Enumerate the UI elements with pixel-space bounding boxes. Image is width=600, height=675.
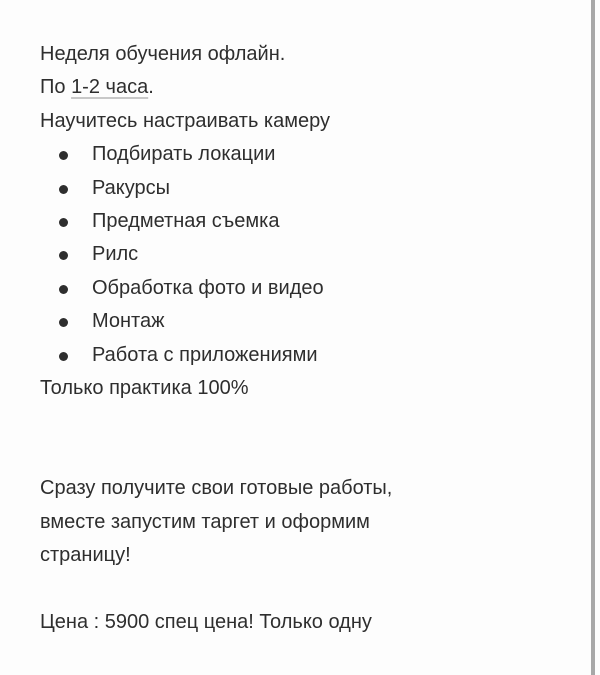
list-item: Предметная съемка: [40, 205, 580, 238]
scrollbar[interactable]: [591, 0, 595, 675]
results-line: страницу!: [40, 544, 131, 567]
list-item: Работа с приложениями: [40, 339, 580, 372]
post-text: [40, 38, 580, 639]
camera-line: Научитесь настраивать камеру: [40, 109, 331, 132]
duration-prefix: По: [40, 76, 72, 99]
list-item: Подбирать локации: [40, 138, 580, 171]
results-line: Сразу получите свои готовые работы,: [40, 477, 393, 500]
topics-list: [40, 138, 580, 372]
intro-line: Неделя обучения офлайн.: [40, 43, 286, 65]
duration-link[interactable]: 1-2 часа: [71, 76, 149, 99]
practice-line: Только практика 100%: [40, 377, 249, 400]
list-item: Ракурсы: [40, 172, 580, 205]
duration-line: [40, 71, 580, 104]
results-line: вместе запустим таргет и оформим: [40, 510, 370, 533]
list-item: Монтаж: [40, 305, 580, 338]
list-item: Рилс: [40, 238, 580, 271]
price-line: Цена : 5900 спец цена! Только одну: [40, 610, 372, 633]
duration-suffix: .: [148, 76, 154, 99]
list-item: Обработка фото и видео: [40, 272, 580, 305]
